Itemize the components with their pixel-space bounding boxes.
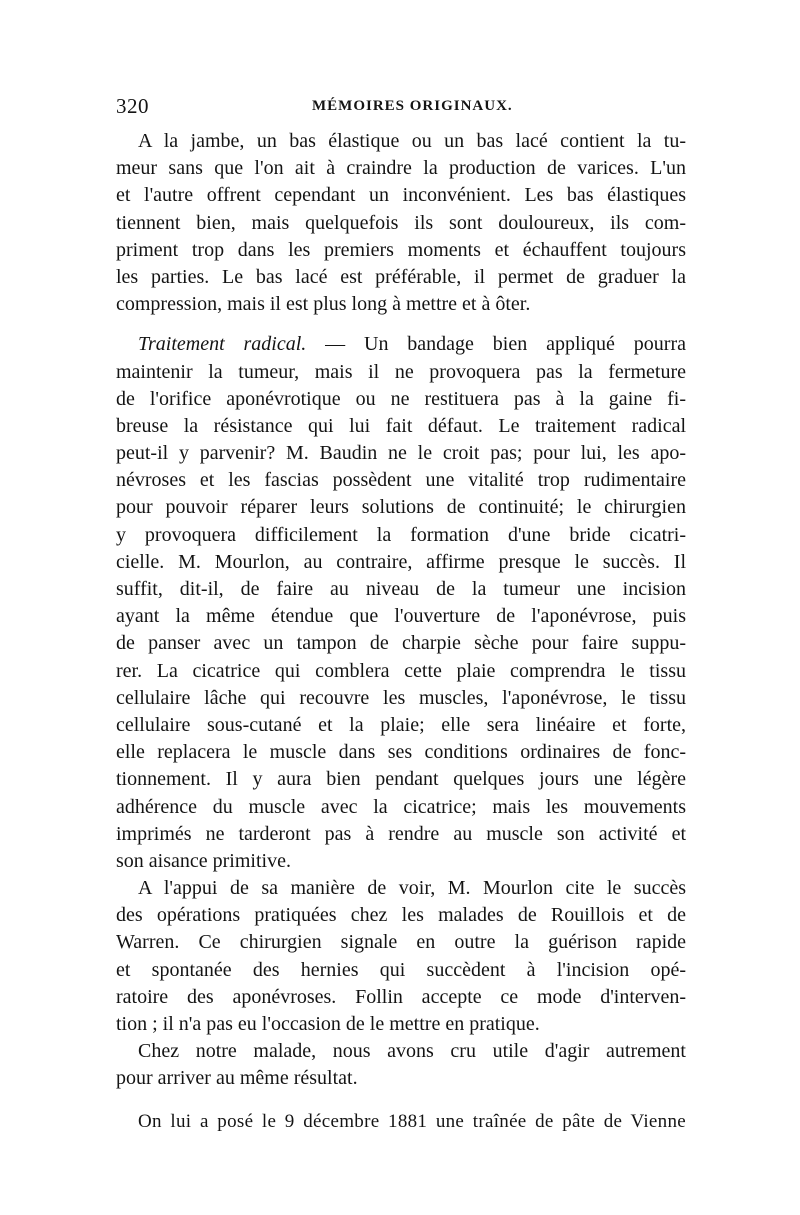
text-line: A la jambe, un bas élastique ou un bas lacé contient la tu- xyxy=(138,130,686,152)
section-heading: Traitement radical. xyxy=(138,333,307,356)
text-line: elle replacera le muscle dans ses conditions ordinaires de fonc- xyxy=(116,741,686,764)
paragraph xyxy=(116,875,686,1038)
text-line: cielle. M. Mourlon, au contraire, affirme presque le succès. Il xyxy=(116,550,686,573)
text-line: priment trop dans les premiers moments et échauffent toujours xyxy=(116,238,686,261)
page-header xyxy=(116,94,686,124)
text-line: ayant la même étendue que l'ouverture de l'aponévrose, puis xyxy=(116,605,686,628)
text-line: cellulaire sous-cutané et la plaie; elle sera linéaire et forte, xyxy=(116,713,686,736)
text-line: pour pouvoir réparer leurs solutions de continuité; le chirurgien xyxy=(116,496,686,519)
text-run: — Un bandage bien appliqué pourra xyxy=(306,333,686,356)
text-line: et spontanée des hernies qui succèdent à l'incision opé- xyxy=(116,958,686,981)
text-line: des opérations pratiquées chez les malades de Rouillois et de xyxy=(116,904,686,927)
text-line: maintenir la tumeur, mais il ne provoquera pas la fermeture xyxy=(116,360,686,383)
text-line: les parties. Le bas lacé est préférable, il permet de graduer la xyxy=(116,265,686,288)
text-line: breuse la résistance qui lui fait défaut. Le traitement radical xyxy=(116,414,686,437)
paragraph xyxy=(116,1038,686,1092)
text-line: tiennent bien, mais quelquefois ils sont douloureux, ils com- xyxy=(116,211,686,234)
text-line xyxy=(116,331,686,358)
text-line: tion ; il n'a pas eu l'occasion de le mettre en pratique. xyxy=(116,1013,540,1035)
text-line: pour arriver au même résultat. xyxy=(116,1067,358,1090)
text-line: son aisance primitive. xyxy=(116,849,291,872)
paragraph xyxy=(116,128,686,318)
text-line: A l'appui de sa manière de voir, M. Mourlon cite le succès xyxy=(138,877,686,900)
text-line: peut-il y parvenir? M. Baudin ne le croit pas; pour lui, les apo- xyxy=(116,442,686,465)
text-line: névroses et les fascias possèdent une vitalité trop rudimentaire xyxy=(116,469,686,492)
text-line: Chez notre malade, nous avons cru utile d'agir autrement xyxy=(138,1040,686,1063)
running-head: MÉMOIRES ORIGINAUX. xyxy=(312,98,513,114)
text-line: compression, mais il est plus long à mettre et à ôter. xyxy=(116,293,531,316)
text-line: suffit, dit-il, de faire au niveau de la tumeur une incision xyxy=(116,578,686,600)
text-line: y provoquera difficilement la formation d'une bride cicatri- xyxy=(116,523,686,546)
text-line: ratoire des aponévroses. Follin accepte ce mode d'interven- xyxy=(116,985,686,1008)
paragraph xyxy=(116,331,686,875)
text-line: imprimés ne tarderont pas à rendre au muscle son activité et xyxy=(116,822,686,845)
text-line: de panser avec un tampon de charpie sèche pour faire suppu- xyxy=(116,632,686,655)
text-line: tionnement. Il y aura bien pendant quelques jours une légère xyxy=(116,768,686,791)
text-line: rer. La cicatrice qui comblera cette plaie comprendra le tissu xyxy=(116,659,686,682)
text-line: adhérence du muscle avec la cicatrice; mais les mouvements xyxy=(116,795,686,818)
text-line: Warren. Ce chirurgien signale en outre la guérison rapide xyxy=(116,931,686,954)
page-number: 320 xyxy=(116,94,149,118)
text-line: meur sans que l'on ait à craindre la production de varices. L'un xyxy=(116,157,686,180)
text-line: et l'autre offrent cependant un inconvénient. Les bas élastiques xyxy=(116,184,686,207)
text-line: de l'orifice aponévrotique ou ne restituera pas à la gaine fi- xyxy=(116,387,686,410)
body-text xyxy=(116,128,686,1093)
text-line: cellulaire lâche qui recouvre les muscles, l'aponévrose, le tissu xyxy=(116,686,686,709)
continuation-line: On lui a posé le 9 décembre 1881 une traînée de pâte de Vienne xyxy=(138,1111,686,1132)
